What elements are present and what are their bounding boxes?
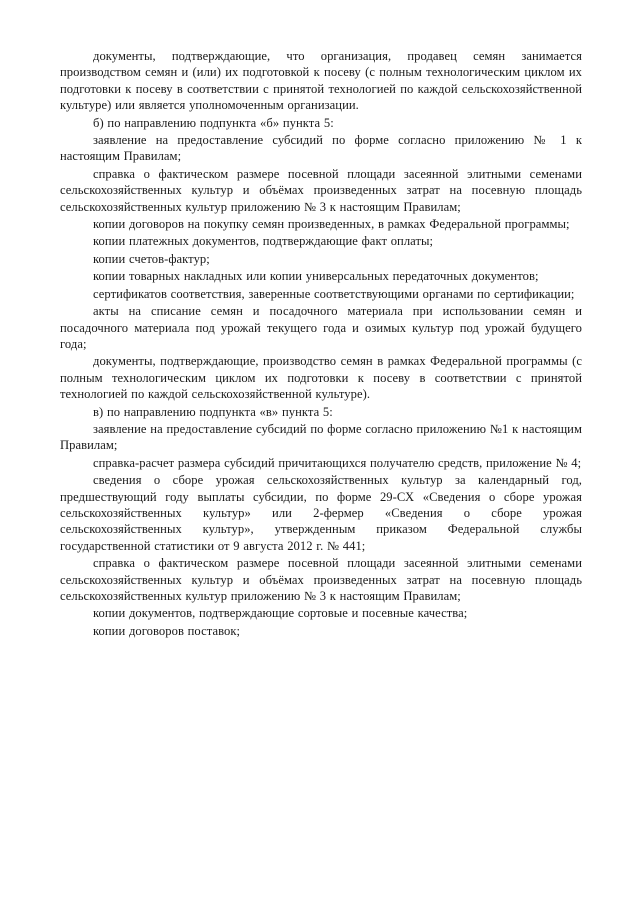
paragraph-b-write-off-acts: акты на списание семян и посадочного материала при использовании семян и посадочного материала под урожай текущего года и озимых культур под урожай будущего года; [60, 304, 582, 351]
subsection-v-heading: в) по направлению подпункта «в» пункта 5: [93, 404, 333, 419]
paragraph-b-area-certificate: справка о фактическом размере посевной площади засеянной элитными семенами сельскохозяйственных культур и объёмах произведенных затрат на посевную площадь сельскохозяйственных культур приложению № 3 к настоящим Правилам; [60, 166, 582, 214]
paragraph-b-application: заявление на предоставление субсидий по форме согласно приложению № 1 к настоящим Правилам; [60, 133, 582, 164]
paragraph-b-waybills: копии товарных накладных или копии универсальных передаточных документов; [93, 269, 539, 284]
paragraph-v-subsidy-calculation: справка-расчет размера субсидий причитающихся получателю средств, приложение № 4; [93, 455, 582, 470]
document-page [60, 48, 582, 858]
paragraph-v-harvest-data: сведения о сборе урожая сельскохозяйственных культур за календарный год, предшествующий году выплаты субсидии, по форме 29-СХ «Сведения о сборе урожая сельскохозяйственных культур» или 2-фермер «Сведения о сборе урожая сельскохозяйственных культур», утвержденным приказом Федеральной службы государственной статистики от 9 августа 2012 г. № 441; [60, 473, 582, 553]
paragraph-seller-documents: документы, подтверждающие, что организация, продавец семян занимается производством семян и (или) их подготовкой к посеву (с полным технологическим циклом их подготовки к посеву в соответствии с принятой технологией по каждой сельскохозяйственной культуре) или является уполномоченным организации. [60, 49, 582, 113]
paragraph-v-area-certificate: справка о фактическом размере посевной площади засеянной элитными семенами сельскохозяйственных культур и объёмах произведенных затрат на посевную площадь сельскохозяйственных культур приложению № 3 к настоящим Правилам; [60, 556, 582, 603]
paragraph-b-purchase-contracts: копии договоров на покупку семян произведенных, в рамках Федеральной программы; [93, 217, 570, 232]
paragraph-v-application: заявление на предоставление субсидий по форме согласно приложению №1 к настоящим Правилам; [60, 421, 582, 453]
paragraph-b-invoices: копии счетов-фактур; [93, 251, 210, 266]
paragraph-b-production-documents: документы, подтверждающие, производство семян в рамках Федеральной программы (с полным технологическим циклом их подготовки к посеву в соответствии с принятой технологией по каждой сельскохозяйственной культуре). [60, 354, 582, 402]
paragraph-v-quality-documents: копии документов, подтверждающие сортовые и посевные качества; [93, 606, 468, 621]
subsection-b-heading: б) по направлению подпункта «б» пункта 5: [93, 115, 334, 130]
paragraph-b-certificates: сертификатов соответствия, заверенные соответствующими органами по сертификации; [93, 286, 575, 301]
paragraph-b-payment-documents: копии платежных документов, подтверждающие факт оплаты; [93, 234, 434, 249]
paragraph-v-supply-contracts: копии договоров поставок; [93, 623, 241, 638]
